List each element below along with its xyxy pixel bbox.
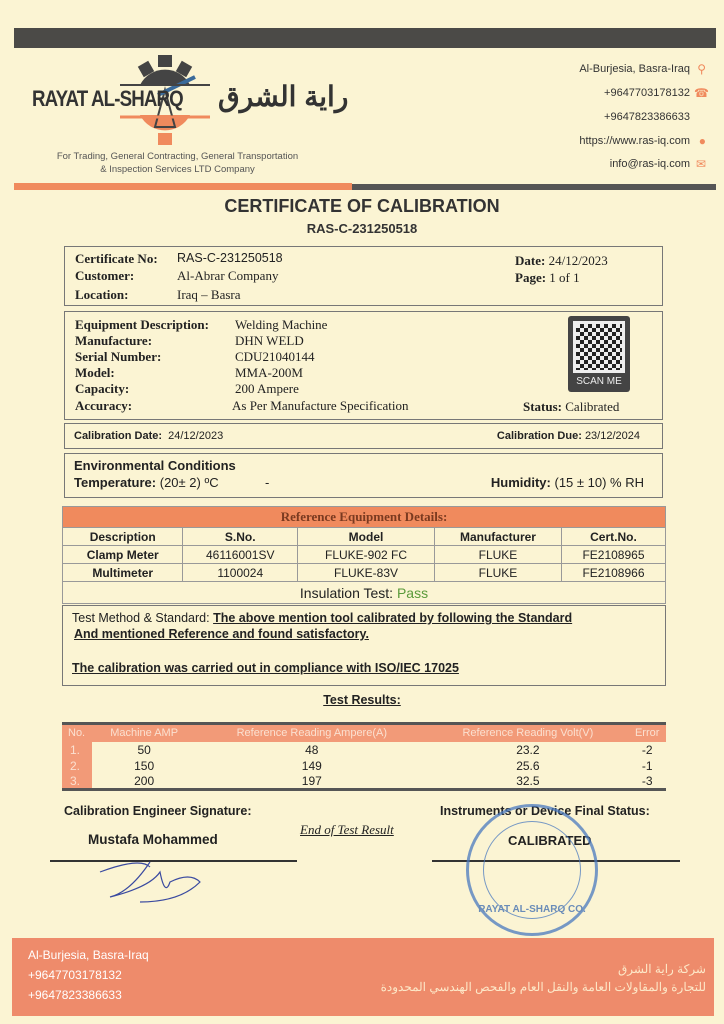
table-row	[63, 546, 666, 564]
tagline	[30, 150, 325, 176]
serial-value: CDU21040144	[235, 349, 315, 364]
cell: 150	[134, 758, 155, 773]
cell: 25.6	[516, 758, 540, 773]
label: Model:	[75, 365, 115, 380]
cell: FE2108966	[561, 564, 665, 582]
mail-icon: ✉	[695, 157, 706, 172]
col-header: Machine AMP	[92, 724, 196, 742]
test-results-table	[62, 722, 666, 791]
cell: 1.	[62, 742, 92, 758]
cell: Clamp Meter	[63, 546, 183, 564]
label: Calibration Due:	[496, 430, 582, 442]
table-row	[63, 564, 666, 582]
cell: 50	[137, 742, 151, 757]
label: Temperature:	[74, 475, 157, 490]
status-value: Calibrated	[565, 399, 620, 414]
label: Capacity:	[75, 381, 130, 396]
cell: Multimeter	[63, 564, 183, 582]
cell: -2	[641, 742, 653, 757]
label: Calibration Date:	[74, 430, 163, 442]
phone-icon: ☎	[694, 86, 709, 101]
email-link[interactable]: info@ras-iq.com	[609, 158, 690, 170]
cell: FLUKE-83V	[298, 564, 435, 582]
cell: 149	[301, 758, 322, 773]
website-link[interactable]: https://www.ras-iq.com	[579, 135, 690, 147]
desc-value: Welding Machine	[235, 317, 328, 332]
contact-website[interactable]	[456, 135, 706, 147]
signature-image	[90, 852, 220, 912]
label: Date:	[515, 253, 546, 268]
label: Equipment Description:	[75, 317, 209, 332]
label: Accuracy:	[75, 398, 133, 413]
equipment-box	[64, 311, 663, 420]
tagline-2: & Inspection Services LTD Company	[100, 164, 255, 175]
engineer-name: Mustafa Mohammed	[88, 832, 218, 847]
label: Status:	[523, 399, 563, 414]
table-row	[62, 742, 666, 758]
cell: 32.5	[516, 773, 540, 788]
method-text-2: And mentioned Reference and found satisfactory.	[74, 627, 369, 641]
humidity-value: (15 ± 10) % RH	[554, 475, 644, 490]
final-status-value: CALIBRATED	[508, 833, 592, 848]
reference-equipment-table	[62, 506, 666, 604]
signature-label: Calibration Engineer Signature:	[64, 804, 252, 818]
cell: 2.	[62, 758, 92, 774]
cell: 3.	[62, 774, 92, 790]
col-header: No.	[62, 724, 92, 742]
model-value: MMA-200M	[235, 365, 303, 380]
qr-code-icon	[573, 321, 625, 373]
contact-phone1	[456, 86, 709, 101]
qr-code[interactable]	[568, 316, 630, 392]
insulation-label: Insulation Test:	[299, 584, 394, 601]
logo-text-ar: راية الشرق	[218, 81, 349, 112]
logo-text-en: RAYAT AL-SHARQ	[32, 86, 183, 111]
footer-phone1: +9647703178132	[28, 968, 122, 982]
col-header: Manufacturer	[434, 528, 561, 546]
col-header: Model	[298, 528, 435, 546]
certificate-info-box	[64, 246, 663, 306]
cell: FLUKE	[434, 564, 561, 582]
compliance-text: The calibration was carried out in compliance with ISO/IEC 17025	[72, 661, 459, 675]
end-of-test-result: End of Test Result	[300, 822, 394, 837]
method-text-1: The above mention tool calibrated by following the Standard	[213, 611, 573, 625]
temperature-value: (20± 2) ºC	[159, 475, 219, 490]
test-results-title: Test Results:	[323, 693, 401, 707]
label: Certificate No:	[75, 251, 158, 266]
col-header: S.No.	[183, 528, 298, 546]
cell: 48	[305, 742, 319, 757]
reference-title: Reference Equipment Details:	[63, 507, 666, 528]
col-header: Reference Reading Ampere(A)	[196, 724, 427, 742]
insulation-value: Pass	[396, 584, 429, 601]
certificate-code: RAS-C-231250518	[306, 221, 418, 236]
cell: FLUKE	[434, 546, 561, 564]
cell: -1	[641, 758, 653, 773]
date-value: 24/12/2023	[548, 253, 608, 268]
cell: 197	[301, 773, 322, 788]
calibration-due-value: 23/12/2024	[584, 430, 640, 442]
page-value: 1 of 1	[549, 270, 580, 285]
contact-address	[456, 63, 706, 75]
header-stripe-orange	[14, 183, 352, 190]
method-label: Test Method & Standard:	[72, 611, 210, 625]
location-value: Iraq – Basra	[177, 287, 241, 302]
cell: 200	[134, 773, 155, 788]
accuracy-value: As Per Manufacture Specification	[232, 398, 409, 413]
calibration-dates-box	[64, 423, 663, 449]
environment-box	[64, 453, 663, 498]
contact-phone2	[440, 111, 690, 123]
footer-arabic-desc: للتجارة والمقاولات العامة والنقل العام والفحص الهندسي المحدودة	[380, 980, 706, 994]
calibration-date-value: 24/12/2023	[168, 430, 224, 442]
phone1-text: +9647703178132	[604, 87, 690, 99]
final-status-label: Instruments or Device Final Status:	[440, 804, 650, 818]
cell: FE2108965	[561, 546, 665, 564]
header-bar	[14, 28, 716, 48]
col-header: Reference Reading Volt(V)	[427, 724, 628, 742]
header-stripe-dark	[352, 184, 716, 190]
tagline-1: For Trading, General Contracting, General Transportation	[56, 151, 299, 162]
label: Manufacture:	[75, 333, 153, 348]
phone2-text: +9647823386633	[604, 111, 690, 123]
company-stamp	[466, 804, 598, 936]
label: Humidity:	[490, 475, 551, 490]
col-header: Cert.No.	[561, 528, 665, 546]
contact-email[interactable]	[456, 158, 706, 170]
footer-phone2: +9647823386633	[28, 988, 122, 1002]
capacity-value: 200 Ampere	[235, 381, 299, 396]
col-header: Error	[628, 724, 666, 742]
footer-address: Al-Burjesia, Basra-Iraq	[28, 948, 149, 962]
label: Page:	[515, 270, 547, 285]
stamp-text: RAYAT AL-SHARQ CO.	[478, 904, 586, 915]
col-header: Description	[63, 528, 183, 546]
customer-value: Al-Abrar Company	[177, 268, 279, 283]
globe-icon: ●	[698, 134, 706, 149]
label: Serial Number:	[75, 349, 162, 364]
cell: 46116001SV	[183, 546, 298, 564]
table-row	[62, 774, 666, 790]
cell: 1100024	[183, 564, 298, 582]
page-title: CERTIFICATE OF CALIBRATION	[224, 196, 500, 216]
address-text: Al-Burjesia, Basra-Iraq	[579, 63, 690, 75]
footer	[12, 938, 714, 1016]
cell: -3	[641, 773, 653, 788]
insulation-test	[63, 582, 666, 604]
label: Location:	[75, 287, 129, 302]
separator: -	[265, 475, 270, 490]
scan-me-label: SCAN ME	[576, 376, 622, 387]
manufacture-value: DHN WELD	[235, 333, 304, 348]
table-row	[62, 758, 666, 774]
environment-title: Environmental Conditions	[74, 458, 236, 473]
cert-no-value: RAS-C-231250518	[177, 251, 283, 265]
label: Customer:	[75, 268, 135, 283]
cell: FLUKE-902 FC	[298, 546, 435, 564]
location-pin-icon: ⚲	[697, 62, 706, 77]
footer-arabic-name: شركة راية الشرق	[617, 962, 706, 976]
cell: 23.2	[516, 742, 540, 757]
test-method-box	[62, 605, 666, 686]
